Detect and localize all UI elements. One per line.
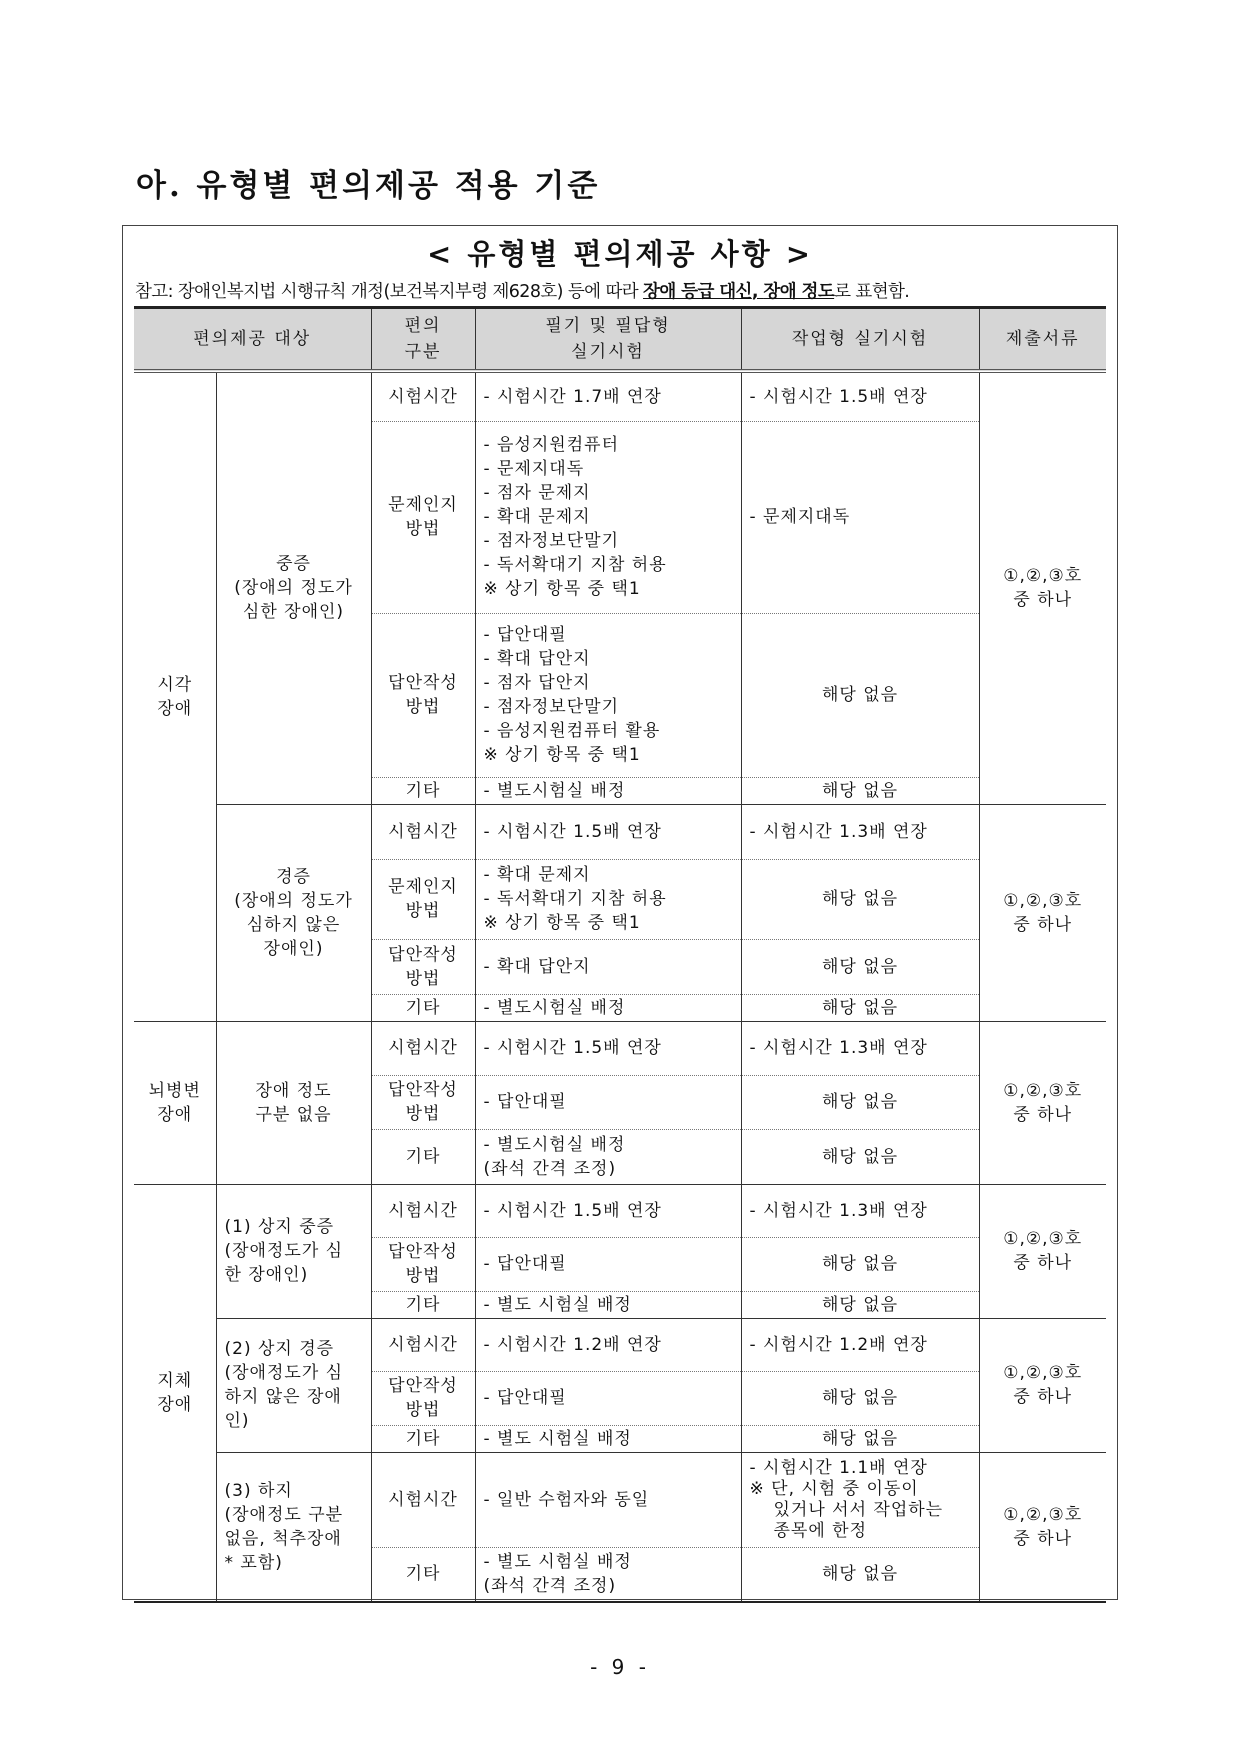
written-cell	[475, 1547, 741, 1602]
note-prefix: 참고: 장애인복지법 시행규칙 개정(보건복지부령 제628호) 등에 따라	[135, 282, 644, 302]
category-cell: 시험시간	[371, 1184, 475, 1237]
note-separator: ,	[751, 282, 764, 302]
header-category-line1: 편의	[404, 316, 442, 336]
practical-line: ※ 단, 시험 중 이동이	[749, 1478, 919, 1499]
written-line: - 확대 답안지	[483, 649, 591, 669]
category-line: 답안작성	[388, 1080, 458, 1100]
target-label-line: 하지 않은 장애	[224, 1387, 342, 1407]
written-cell: - 별도시험실 배정	[475, 777, 741, 804]
page-number: - 9 -	[590, 1655, 650, 1679]
category-cell: 시험시간	[371, 1452, 475, 1547]
written-cell: - 시험시간 1.5배 연장	[475, 804, 741, 859]
written-line: - 문제지대독	[483, 459, 585, 479]
target-visual-severe	[216, 371, 371, 804]
category-cell: 기타	[371, 1547, 475, 1602]
written-cell: - 별도 시험실 배정	[475, 1425, 741, 1452]
group-label-line: 장애	[157, 1104, 193, 1125]
category-cell: 기타	[371, 1129, 475, 1184]
written-cell: - 시험시간 1.5배 연장	[475, 1021, 741, 1075]
written-line: ※ 상기 항목 중 택1	[483, 913, 641, 933]
documents-cell	[979, 1184, 1106, 1318]
written-cell: - 시험시간 1.2배 연장	[475, 1318, 741, 1371]
category-line: 답안작성	[388, 944, 458, 965]
written-line: - 확대 문제지	[483, 865, 591, 885]
written-cell: - 시험시간 1.5배 연장	[475, 1184, 741, 1237]
category-cell: 기타	[371, 1425, 475, 1452]
category-cell	[371, 421, 475, 613]
group-label-line: 시각	[157, 674, 193, 695]
written-cell: - 일반 수험자와 동일	[475, 1452, 741, 1547]
header-documents: 제출서류	[979, 308, 1106, 372]
target-label-line: (2) 상지 경증	[224, 1339, 335, 1359]
written-cell: - 답안대필	[475, 1371, 741, 1425]
category-cell: 시험시간	[371, 804, 475, 859]
practical-cell: - 시험시간 1.3배 연장	[741, 804, 979, 859]
practical-cell: 해당 없음	[741, 1075, 979, 1129]
group-limb	[134, 1184, 216, 1602]
written-cell	[475, 421, 741, 613]
note-suffix: 로 표현함.	[834, 282, 910, 302]
written-cell	[475, 1129, 741, 1184]
documents-cell	[979, 804, 1106, 1021]
written-cell	[475, 613, 741, 777]
table-row	[134, 1318, 1106, 1371]
written-line: - 별도 시험실 배정	[483, 1552, 632, 1573]
practical-cell: - 문제지대독	[741, 421, 979, 613]
target-label-line: (장애정도가 심	[224, 1241, 344, 1261]
section-heading: 아. 유형별 편의제공 적용 기준	[136, 168, 601, 204]
practical-cell: 해당 없음	[741, 1237, 979, 1291]
target-label-line: (1) 상지 중증	[224, 1217, 335, 1237]
documents-line: ①,②,③호	[1003, 1080, 1083, 1101]
table-row	[134, 371, 1106, 421]
written-line: ※ 상기 항목 중 택1	[483, 579, 641, 599]
written-line: - 음성지원컴퓨터	[483, 435, 619, 455]
category-line: 방법	[405, 968, 441, 989]
category-cell	[371, 613, 475, 777]
table-row	[134, 1184, 1106, 1237]
documents-line: 중 하나	[1013, 1387, 1073, 1407]
written-line: - 독서확대기 지참 허용	[483, 889, 667, 909]
target-visual-mild	[216, 804, 371, 1021]
group-label-line: 장애	[157, 698, 193, 719]
header-category-line2: 구분	[404, 342, 442, 362]
category-cell	[371, 939, 475, 994]
practical-cell: - 시험시간 1.3배 연장	[741, 1021, 979, 1075]
written-cell: - 확대 답안지	[475, 939, 741, 994]
category-line: 답안작성	[388, 1242, 458, 1262]
category-cell: 기타	[371, 1291, 475, 1318]
written-line: - 점자 답안지	[483, 673, 591, 693]
table-row	[134, 804, 1106, 859]
documents-line: 중 하나	[1013, 590, 1073, 611]
category-line: 문제인지	[388, 495, 458, 515]
category-cell	[371, 1075, 475, 1129]
table-row	[134, 1021, 1106, 1075]
practical-cell: 해당 없음	[741, 613, 979, 777]
target-label-line: (장애정도 구분	[224, 1504, 344, 1525]
table-row	[134, 1452, 1106, 1547]
header-target: 편의제공 대상	[134, 308, 371, 372]
header-written	[475, 308, 741, 372]
target-label-line: 경증	[276, 866, 311, 887]
category-cell: 시험시간	[371, 1318, 475, 1371]
practical-cell: 해당 없음	[741, 1547, 979, 1602]
category-line: 방법	[405, 1400, 441, 1420]
category-line: 답안작성	[388, 1376, 458, 1396]
box-title: < 유형별 편의제공 사항 >	[426, 237, 814, 271]
documents-cell	[979, 1318, 1106, 1452]
table-header-row	[134, 308, 1106, 372]
category-line: 방법	[405, 697, 441, 717]
category-line: 방법	[405, 1266, 441, 1286]
category-cell	[371, 1371, 475, 1425]
category-line: 방법	[405, 901, 441, 921]
target-label-line: 장애 정도	[255, 1080, 332, 1101]
written-cell	[475, 859, 741, 939]
practical-cell: 해당 없음	[741, 1425, 979, 1452]
written-cell: - 답안대필	[475, 1075, 741, 1129]
target-upper-mild	[216, 1318, 371, 1452]
note-emphasis-2: 장애 정도	[763, 282, 835, 302]
note-emphasis-1: 장애 등급 대신	[643, 282, 752, 302]
accommodation-table	[134, 306, 1106, 1603]
written-line: - 답안대필	[483, 625, 567, 645]
category-line: 방법	[405, 1104, 441, 1124]
category-cell: 기타	[371, 994, 475, 1021]
written-line: ※ 상기 항목 중 택1	[483, 745, 641, 765]
written-cell: - 별도시험실 배정	[475, 994, 741, 1021]
written-cell: - 별도 시험실 배정	[475, 1291, 741, 1318]
written-line: - 점자정보단말기	[483, 531, 619, 551]
category-line: 문제인지	[388, 877, 458, 897]
group-label-line: 지체	[157, 1370, 193, 1391]
group-brain	[134, 1021, 216, 1184]
practical-cell: 해당 없음	[741, 939, 979, 994]
reference-note	[135, 278, 909, 303]
written-line: - 음성지원컴퓨터 활용	[483, 721, 661, 741]
practical-cell: - 시험시간 1.3배 연장	[741, 1184, 979, 1237]
documents-line: 중 하나	[1013, 914, 1073, 935]
practical-cell: 해당 없음	[741, 777, 979, 804]
group-label-line: 뇌병변	[148, 1080, 201, 1101]
target-label-line: 심하지 않은	[246, 914, 341, 935]
target-label-line: 중증	[276, 554, 311, 575]
documents-line: 중 하나	[1013, 1104, 1073, 1125]
documents-line: ①,②,③호	[1003, 1504, 1083, 1525]
documents-line: 중 하나	[1013, 1528, 1073, 1549]
group-visual	[134, 371, 216, 1021]
practical-cell: 해당 없음	[741, 1291, 979, 1318]
target-upper-severe	[216, 1184, 371, 1318]
category-cell	[371, 859, 475, 939]
target-label-line: (장애의 정도가	[234, 578, 353, 599]
category-line: 방법	[405, 519, 441, 539]
written-line: - 점자 문제지	[483, 483, 591, 503]
practical-cell	[741, 1452, 979, 1547]
category-cell	[371, 1237, 475, 1291]
written-cell: - 시험시간 1.7배 연장	[475, 371, 741, 421]
practical-line: 종목에 한정	[773, 1520, 868, 1541]
target-label-line: 한 장애인)	[224, 1265, 309, 1285]
practical-line: - 시험시간 1.1배 연장	[749, 1457, 928, 1478]
written-cell: - 답안대필	[475, 1237, 741, 1291]
target-label-line: (장애의 정도가	[234, 890, 353, 911]
practical-cell: 해당 없음	[741, 994, 979, 1021]
documents-line: ①,②,③호	[1003, 1363, 1083, 1383]
header-category	[371, 308, 475, 372]
written-line: - 별도시험실 배정	[483, 1134, 626, 1155]
header-written-line1: 필기 및 필답형	[545, 316, 671, 336]
target-label-line: 장애인)	[263, 938, 324, 959]
documents-line: ①,②,③호	[1003, 1229, 1083, 1249]
target-lower-limb	[216, 1452, 371, 1602]
practical-cell: - 시험시간 1.5배 연장	[741, 371, 979, 421]
target-label-line: * 포함)	[224, 1552, 283, 1573]
category-cell: 기타	[371, 777, 475, 804]
written-line: - 독서확대기 지참 허용	[483, 555, 667, 575]
documents-line: 중 하나	[1013, 1253, 1073, 1273]
header-written-line2: 실기시험	[571, 342, 645, 362]
practical-line: 있거나 서서 작업하는	[773, 1499, 944, 1520]
written-line: (좌석 간격 조정)	[483, 1576, 617, 1597]
practical-cell: 해당 없음	[741, 1371, 979, 1425]
target-label-line: 심한 장애인)	[242, 602, 345, 623]
target-label-line: 인)	[224, 1411, 250, 1431]
written-line: - 점자정보단말기	[483, 697, 619, 717]
category-line: 답안작성	[388, 673, 458, 693]
documents-cell	[979, 1021, 1106, 1184]
category-cell: 시험시간	[371, 371, 475, 421]
group-label-line: 장애	[157, 1394, 193, 1415]
written-line: (좌석 간격 조정)	[483, 1158, 617, 1179]
target-brain	[216, 1021, 371, 1184]
documents-line: ①,②,③호	[1003, 566, 1083, 587]
target-label-line: 없음, 척추장애	[224, 1528, 342, 1549]
practical-cell: - 시험시간 1.2배 연장	[741, 1318, 979, 1371]
documents-cell	[979, 371, 1106, 804]
header-practical: 작업형 실기시험	[741, 308, 979, 372]
target-label-line: (장애정도가 심	[224, 1363, 344, 1383]
written-line: - 확대 문제지	[483, 507, 591, 527]
documents-cell	[979, 1452, 1106, 1602]
documents-line: ①,②,③호	[1003, 890, 1083, 911]
practical-cell: 해당 없음	[741, 859, 979, 939]
target-label-line: (3) 하지	[224, 1480, 293, 1501]
category-cell: 시험시간	[371, 1021, 475, 1075]
practical-cell: 해당 없음	[741, 1129, 979, 1184]
target-label-line: 구분 없음	[255, 1104, 332, 1125]
